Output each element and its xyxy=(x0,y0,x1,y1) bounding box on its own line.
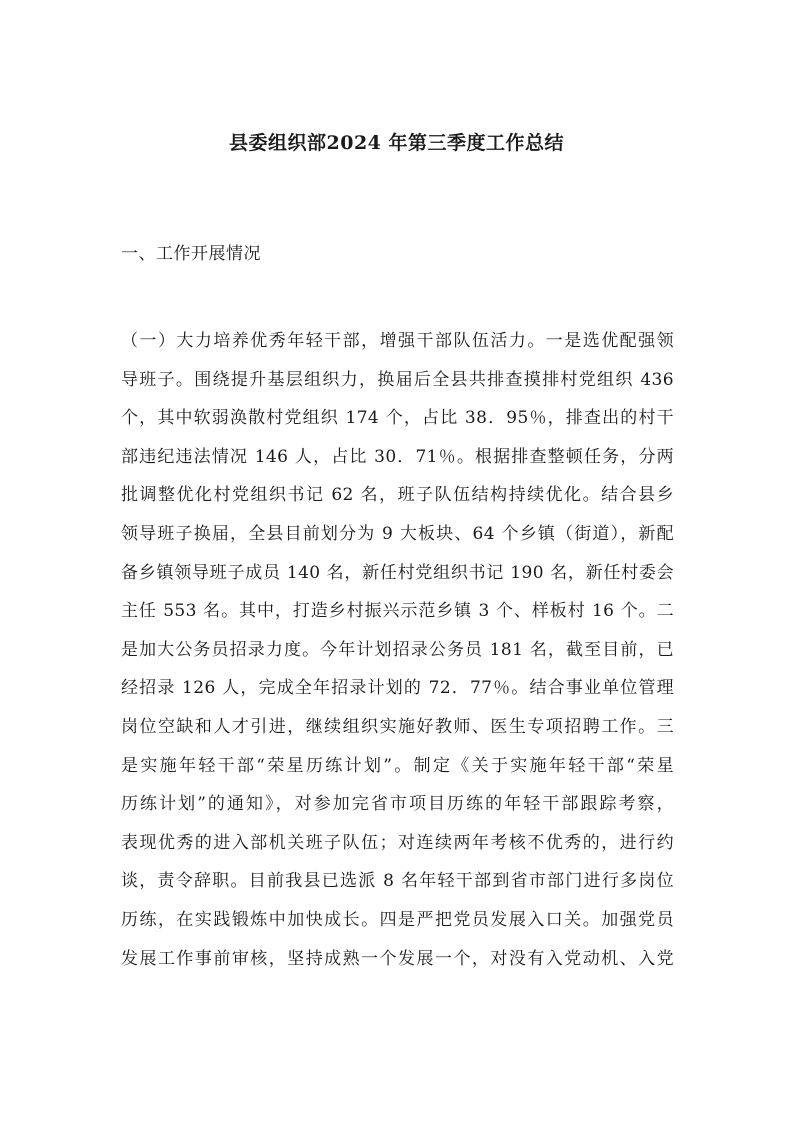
paragraph-line: 批调整优化村党组织书记 62 名，班子队伍结构持续优化。结合县乡 xyxy=(121,485,674,506)
paragraph-line: 备乡镇领导班子成员 140 名，新任村党组织书记 190 名，新任村委会 xyxy=(121,562,674,583)
paragraph-line: （一）大力培养优秀年轻干部，增强干部队伍活力。一是选优配强领 xyxy=(121,331,674,351)
paragraph-line: 领导班子换届，全县目前划分为 9 大板块、64 个乡镇（街道），新配 xyxy=(121,523,674,544)
section-heading: 一、工作开展情况 xyxy=(121,244,261,264)
paragraph-line: 历练，在实践锻炼中加快成长。四是严把党员发展入口关。加强党员 xyxy=(121,909,674,930)
paragraph-line: 是加大公务员招录力度。今年计划招录公务员 181 名，截至目前，已 xyxy=(121,639,674,660)
paragraph-line: 是实施年轻干部“荣星历练计划”。制定《关于实施年轻干部“荣星 xyxy=(121,755,674,776)
paragraph-line: 经招录 126 人，完成全年招录计划的 72．77％。结合事业单位管理 xyxy=(121,678,674,699)
paragraph-line: 谈，责令辞职。目前我县已选派 8 名年轻干部到省市部门进行多岗位 xyxy=(121,871,674,892)
paragraph-line: 岗位空缺和人才引进，继续组织实施好教师、医生专项招聘工作。三 xyxy=(121,716,674,737)
document-title: 县委组织部2024 年第三季度工作总结 xyxy=(229,132,564,154)
paragraph-line: 历练计划”的通知》，对参加完省市项目历练的年轻干部跟踪考察， xyxy=(121,794,674,815)
paragraph-line: 表现优秀的进入部机关班子队伍；对连续两年考核不优秀的，进行约 xyxy=(121,832,674,853)
paragraph-line: 部违纪违法情况 146 人，占比 30．71％。根据排查整顿任务，分两 xyxy=(121,446,674,467)
paragraph-line: 导班子。围绕提升基层组织力，换届后全县共排查摸排村党组织 436 xyxy=(121,369,674,390)
body-paragraph xyxy=(121,322,674,978)
paragraph-line: 个，其中软弱涣散村党组织 174 个，占比 38．95％，排查出的村干 xyxy=(121,408,674,429)
paragraph-line: 发展工作事前审核，坚持成熟一个发展一个，对没有入党动机、入党 xyxy=(121,948,674,969)
paragraph-line: 主任 553 名。其中，打造乡村振兴示范乡镇 3 个、样板村 16 个。二 xyxy=(121,601,674,622)
